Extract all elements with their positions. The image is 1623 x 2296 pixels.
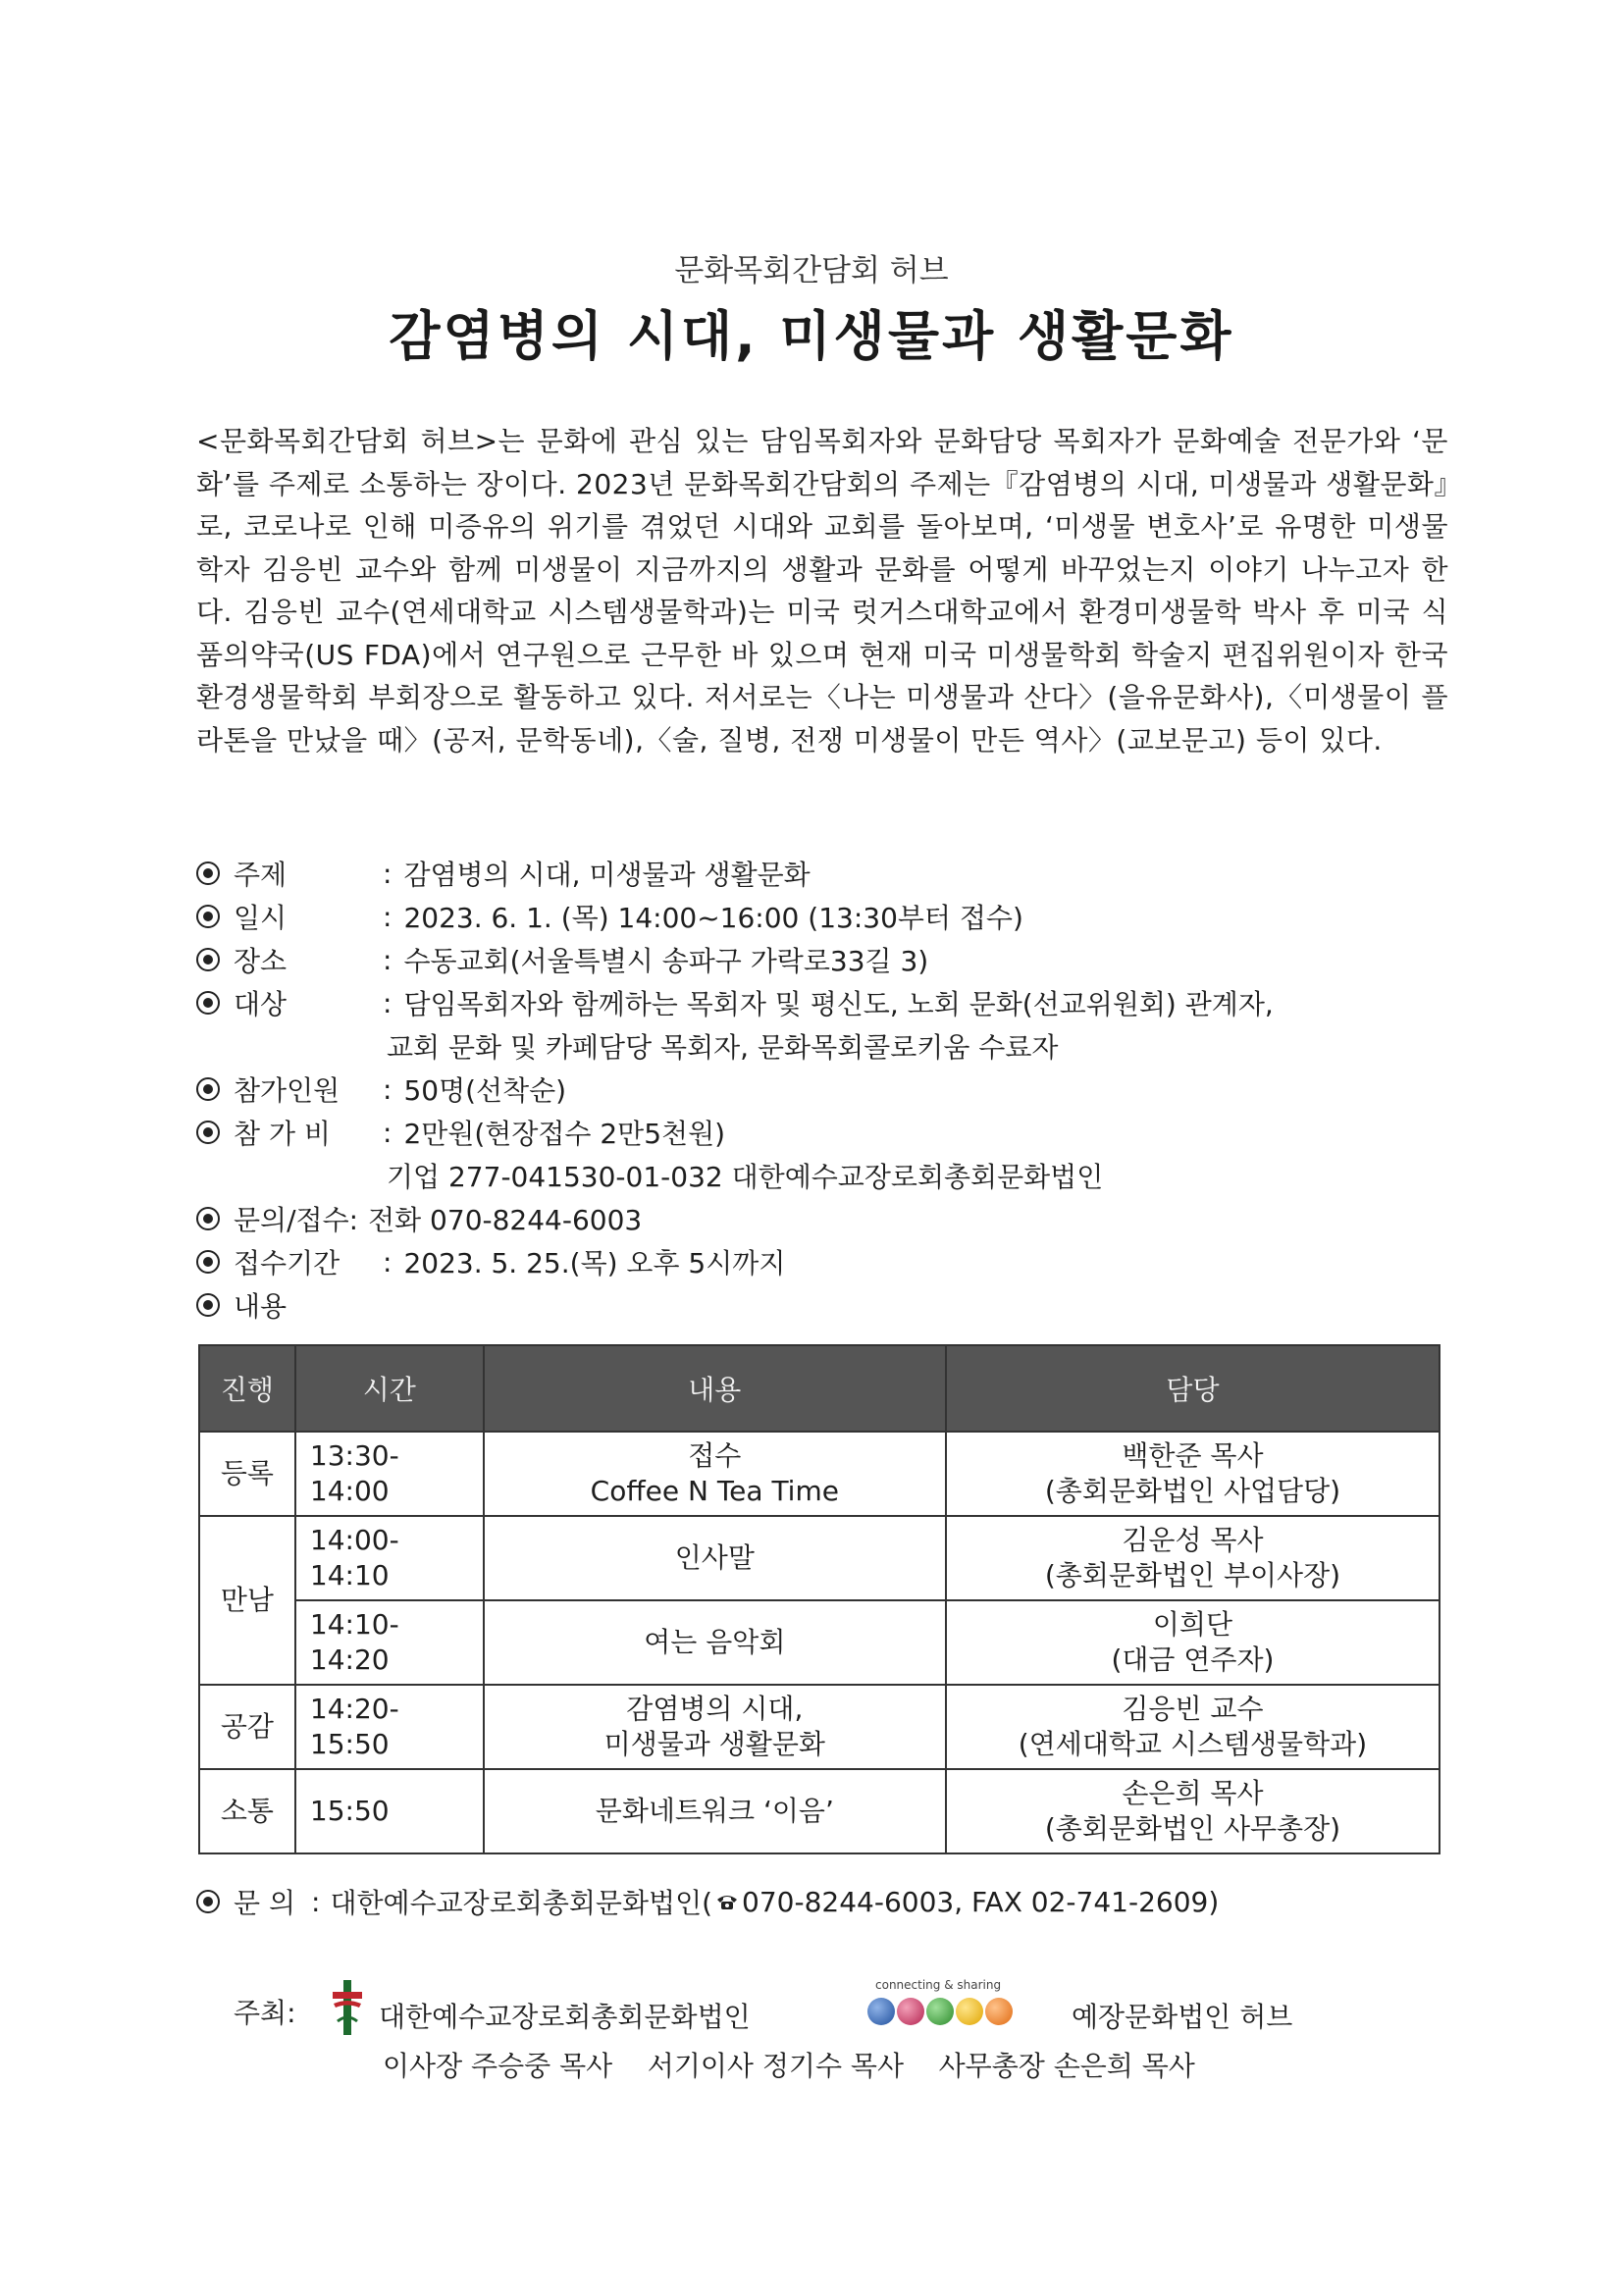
time-cell: 13:30-14:00	[295, 1432, 484, 1516]
phone-icon	[716, 1893, 738, 1910]
host-org-name: 대한예수교장로회총회문화법인	[379, 2001, 751, 2033]
info-date: 일시 : 2023. 6. 1. (목) 14:00~16:00 (13:30부터 접수)	[196, 895, 1472, 938]
table-row	[199, 1600, 1440, 1685]
stage-cell: 만남	[199, 1516, 295, 1685]
table-header-row	[199, 1345, 1440, 1432]
content-cell: 인사말	[484, 1516, 946, 1600]
host-cell: 백한준 목사 (총회문화법인 사업담당)	[946, 1432, 1440, 1516]
time-cell: 14:20-15:50	[295, 1685, 484, 1769]
table-row	[199, 1685, 1440, 1769]
column-header: 진행	[199, 1345, 295, 1432]
bullet-icon	[196, 1250, 220, 1274]
info-target-cont: 교회 문화 및 카페담당 목회자, 문화목회콜로키움 수료자	[387, 1031, 1059, 1064]
event-series-subtitle: 문화목회간담회 허브	[674, 253, 949, 288]
event-title: 감염병의 시대, 미생물과 생활문화	[389, 305, 1234, 367]
content-cell: 여는 음악회	[484, 1600, 946, 1685]
bullet-icon	[196, 905, 220, 928]
intro-paragraph: <문화목회간담회 허브>는 문화에 관심 있는 담임목회자와 문화담당 목회자가 문화예술 전문가와 ‘문화’를 주제로 소통하는 장이다. 2023년 문화목회간담회의 주제는『감염병의 시대, 미생물과 생활문화』로, 코로나로 인해 미증유의 위기를 겪었던 시대와 교회를 돌아보며, ‘미생물 변호사’로 유명한 미생물학자 김응빈 교수와 함께 미생물이 지금까지의 생활과 문화를 어떻게 바꾸었는지 이야기 나누고자 한다. 김응빈 교수(연세대학교 시스템생물학과)는 미국 럿거스대학교에서 환경미생물학 박사 후 미국 식품의약국(US FDA)에서 연구원으로 근무한 바 있으며 현재 미국 미생물학회 학술지 편집위원이자 한국 환경생물학회 부회장으로 활동하고 있다. 저서로는〈나는 미생물과 산다〉(을유문화사),〈미생물이 플라톤을 만났을 때〉(공저, 문학동네),〈술, 질병, 전쟁 미생물이 만든 역사〉(교보문고) 등이 있다.	[196, 425, 1448, 757]
tagline: connecting & sharing	[875, 1978, 1002, 1992]
bullet-icon	[196, 991, 220, 1015]
stage-cell: 소통	[199, 1769, 295, 1853]
host-cell: 김응빈 교수 (연세대학교 시스템생물학과)	[946, 1685, 1440, 1769]
info-period: 접수기간 : 2023. 5. 25.(목) 오후 5시까지	[196, 1240, 1472, 1283]
info-content: 내용	[196, 1283, 1472, 1327]
stage-cell: 등록	[199, 1432, 295, 1516]
stage-cell: 공감	[199, 1685, 295, 1769]
event-info-list	[196, 852, 1472, 1327]
info-target: 대상 : 담임목회자와 함께하는 목회자 및 평신도, 노회 문화(선교위원회) 관계자,	[196, 981, 1472, 1024]
content-cell: 문화네트워크 ‘이음’	[484, 1769, 946, 1853]
content-cell: 접수 Coffee N Tea Time	[484, 1432, 946, 1516]
bullet-icon	[196, 1890, 220, 1913]
host-cell: 이희단 (대금 연주자)	[946, 1600, 1440, 1685]
info-place: 장소 : 수동교회(서울특별시 송파구 가락로33길 3)	[196, 938, 1472, 981]
content-cell: 감염병의 시대, 미생물과 생활문화	[484, 1685, 946, 1769]
officers-line: 이사장 주승중 목사 서기이사 정기수 목사 사무총장 손은희 목사	[383, 2050, 1195, 2082]
bullet-icon	[196, 861, 220, 885]
table-row	[199, 1516, 1440, 1600]
column-header: 내용	[484, 1345, 946, 1432]
cross-logo-icon	[330, 1978, 365, 2037]
bullet-icon	[196, 1207, 220, 1230]
time-cell: 14:10-14:20	[295, 1600, 484, 1685]
bullet-icon	[196, 948, 220, 971]
info-fee: 참 가 비 : 2만원(현장접수 2만5천원)	[196, 1111, 1472, 1154]
host-cell: 손은희 목사 (총회문화법인 사무총장)	[946, 1769, 1440, 1853]
bullet-icon	[196, 1077, 220, 1101]
hub-org-name: 예장문화법인 허브	[1072, 2001, 1293, 2033]
host-cell: 김운성 목사 (총회문화법인 부이사장)	[946, 1516, 1440, 1600]
table-row	[199, 1769, 1440, 1853]
info-fee-account: 기업 277-041530-01-032 대한예수교장로회총회문화법인	[387, 1161, 1104, 1193]
time-cell: 15:50	[295, 1769, 484, 1853]
info-inquiry: 문의/접수: 전화 070-8244-6003	[196, 1197, 1472, 1240]
column-header: 담당	[946, 1345, 1440, 1432]
bullet-icon	[196, 1121, 220, 1144]
host-label: 주최:	[234, 1997, 296, 2029]
column-header: 시간	[295, 1345, 484, 1432]
time-cell: 14:00-14:10	[295, 1516, 484, 1600]
schedule-table	[198, 1344, 1440, 1854]
contact-line: 문 의 : 대한예수교장로회총회문화법인( 070-8244-6003, FAX 02-741-2609)	[196, 1882, 1219, 1921]
table-row	[199, 1432, 1440, 1516]
info-theme: 주제 : 감염병의 시대, 미생물과 생활문화	[196, 852, 1472, 895]
info-people: 참가인원 : 50명(선착순)	[196, 1068, 1472, 1111]
hub-logo-icon	[867, 1998, 1013, 2025]
bullet-icon	[196, 1293, 220, 1317]
